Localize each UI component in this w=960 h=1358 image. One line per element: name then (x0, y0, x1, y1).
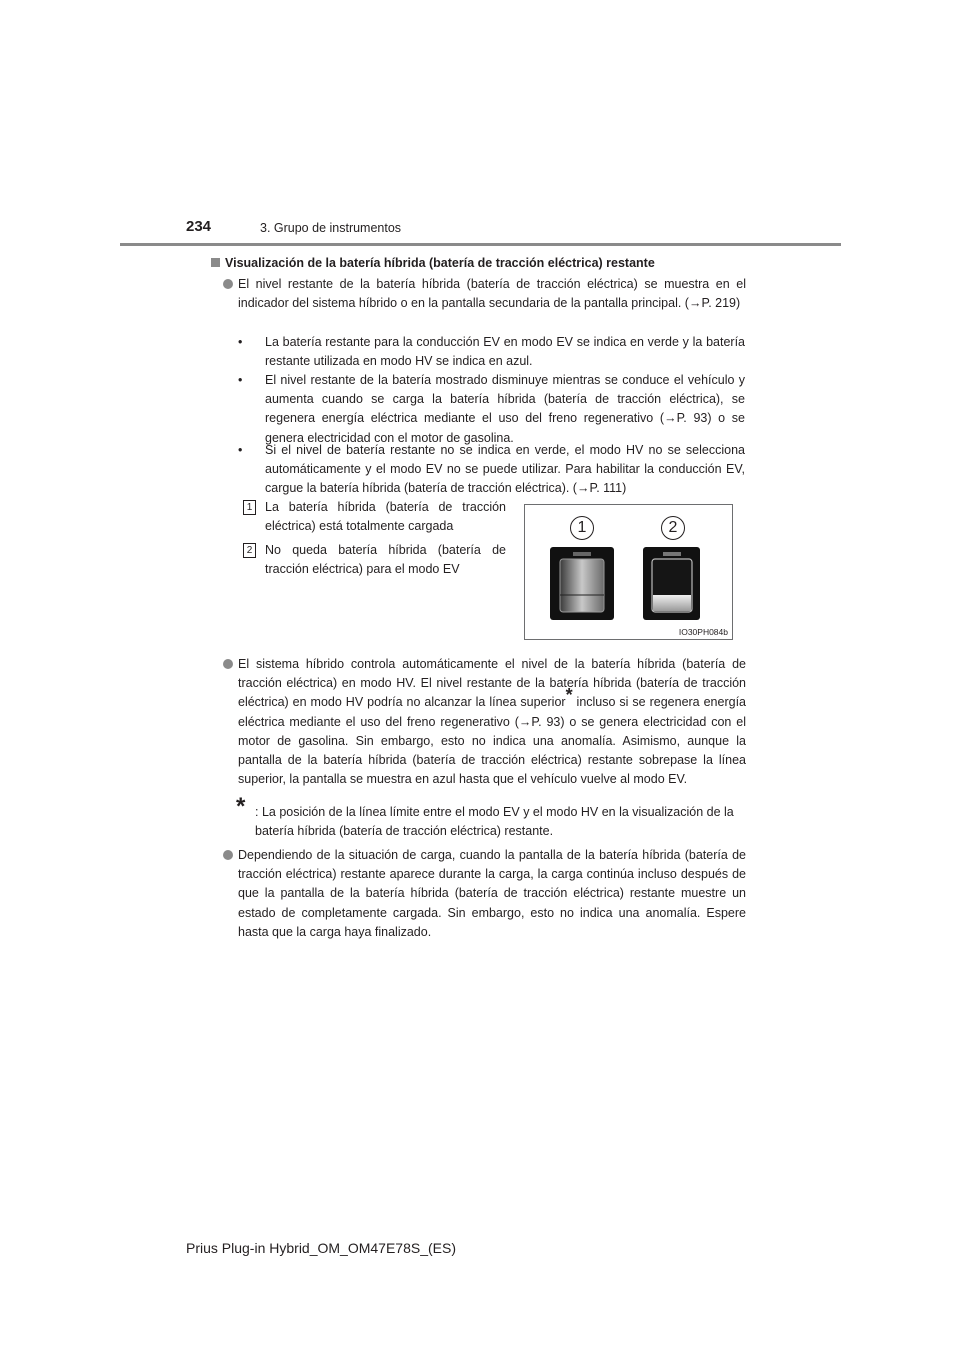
legend-item-1 (243, 498, 506, 536)
legend-text: No queda batería híbrida (batería de tracción eléctrica) para el modo EV (265, 543, 506, 577)
header-rule (120, 243, 841, 246)
square-bullet-icon (211, 258, 220, 267)
paragraph-3 (223, 846, 746, 942)
sub-bullet-marker: • (238, 443, 243, 457)
sub-bullet-3 (238, 441, 745, 499)
paragraph-1 (223, 275, 746, 313)
callout-1: 1 (570, 516, 594, 540)
battery-empty-icon (643, 547, 700, 620)
callout-2: 2 (661, 516, 685, 540)
footnote (236, 793, 745, 841)
bullet-dot-icon (223, 279, 233, 289)
section-heading (211, 256, 655, 270)
figure-code: IO30PH084b (678, 627, 728, 637)
battery-figure (524, 504, 733, 640)
legend-number: 2 (243, 543, 256, 558)
paragraph-2 (223, 655, 746, 789)
sub-bullet-marker: • (238, 373, 243, 387)
sub-bullet-text: Si el nivel de batería restante no se indica en verde, el modo HV no se selecciona automáticamente y el modo EV no se puede utilizar. Para habilitar la conducción EV, cargue la batería híbrida (batería de tracción eléctrica). (→P. 111) (265, 443, 745, 496)
bullet-dot-icon (223, 659, 233, 669)
legend-item-2 (243, 541, 506, 579)
section-title: Visualización de la batería híbrida (batería de tracción eléctrica) restante (225, 256, 655, 270)
legend-number: 1 (243, 500, 256, 515)
paragraph-text-part-2: incluso si se regenera energía eléctrica mediante el uso del freno regenerativo (→P. 93) o se genera electricidad con el motor de gasolina. Sin embargo, esto no indica una anomalía. Asimismo, aunque la pantalla de la batería híbrida (batería de tracción eléctrica) restante sobrepase la línea superior, la pantalla se muestra en azul hasta que el vehículo vuelve al modo EV. (238, 695, 746, 787)
sub-bullet-text: El nivel restante de la batería mostrado disminuye mientras se conduce el vehículo y aumenta cuando se carga la batería híbrida (batería de tracción eléctrica), se regenera energía eléctrica mediante el uso del freno regenerativo (→P. 93) o se genera electricidad con el motor de gasolina. (265, 373, 745, 445)
paragraph-text: El nivel restante de la batería híbrida (batería de tracción eléctrica) se muestra en el indicador del sistema híbrido o en la pantalla secundaria de la pantalla principal. (→P. 219) (238, 277, 746, 311)
chapter-title: 3. Grupo de instrumentos (260, 221, 402, 235)
paragraph-text (238, 655, 746, 789)
page-number: 234 (186, 218, 212, 235)
sub-bullet-text: La batería restante para la conducción EV en modo EV se indica en verde y la batería restante utilizada en modo HV se indica en azul. (265, 335, 745, 369)
battery-full-icon (550, 547, 614, 620)
footer-doc-id: Prius Plug-in Hybrid_OM_OM47E78S_(ES) (186, 1240, 456, 1256)
sub-bullet-1 (238, 333, 745, 371)
sub-bullet-marker: • (238, 335, 243, 349)
footnote-text: : La posición de la línea límite entre el modo EV y el modo HV en la visualización de la batería híbrida (batería de tracción eléctrica) restante. (255, 805, 734, 839)
paragraph-text: Dependiendo de la situación de carga, cuando la pantalla de la batería híbrida (batería de tracción eléctrica) restante aparece durante la carga, la carga continúa incluso después de que la pantalla de la batería híbrida (batería de tracción eléctrica) restante muestre un estado de completamente cargada. Sin embargo, esto no indica una anomalía. Espere hasta que la carga haya finalizado. (238, 848, 746, 939)
battery-illustration (525, 505, 732, 639)
sub-bullet-2 (238, 371, 745, 448)
legend-text: La batería híbrida (batería de tracción eléctrica) está totalmente cargada (265, 500, 506, 534)
bullet-dot-icon (223, 850, 233, 860)
paragraph-text-part-1: El sistema híbrido controla automáticamente el nivel de la batería híbrida (batería de tracción eléctrica) en modo HV. El nivel restante de la batería híbrida (batería de tracción eléctrica) en modo HV podría no alcanzar la línea superior (238, 657, 746, 710)
asterisk-marker: * (565, 685, 573, 706)
footnote-asterisk: * (236, 793, 246, 820)
